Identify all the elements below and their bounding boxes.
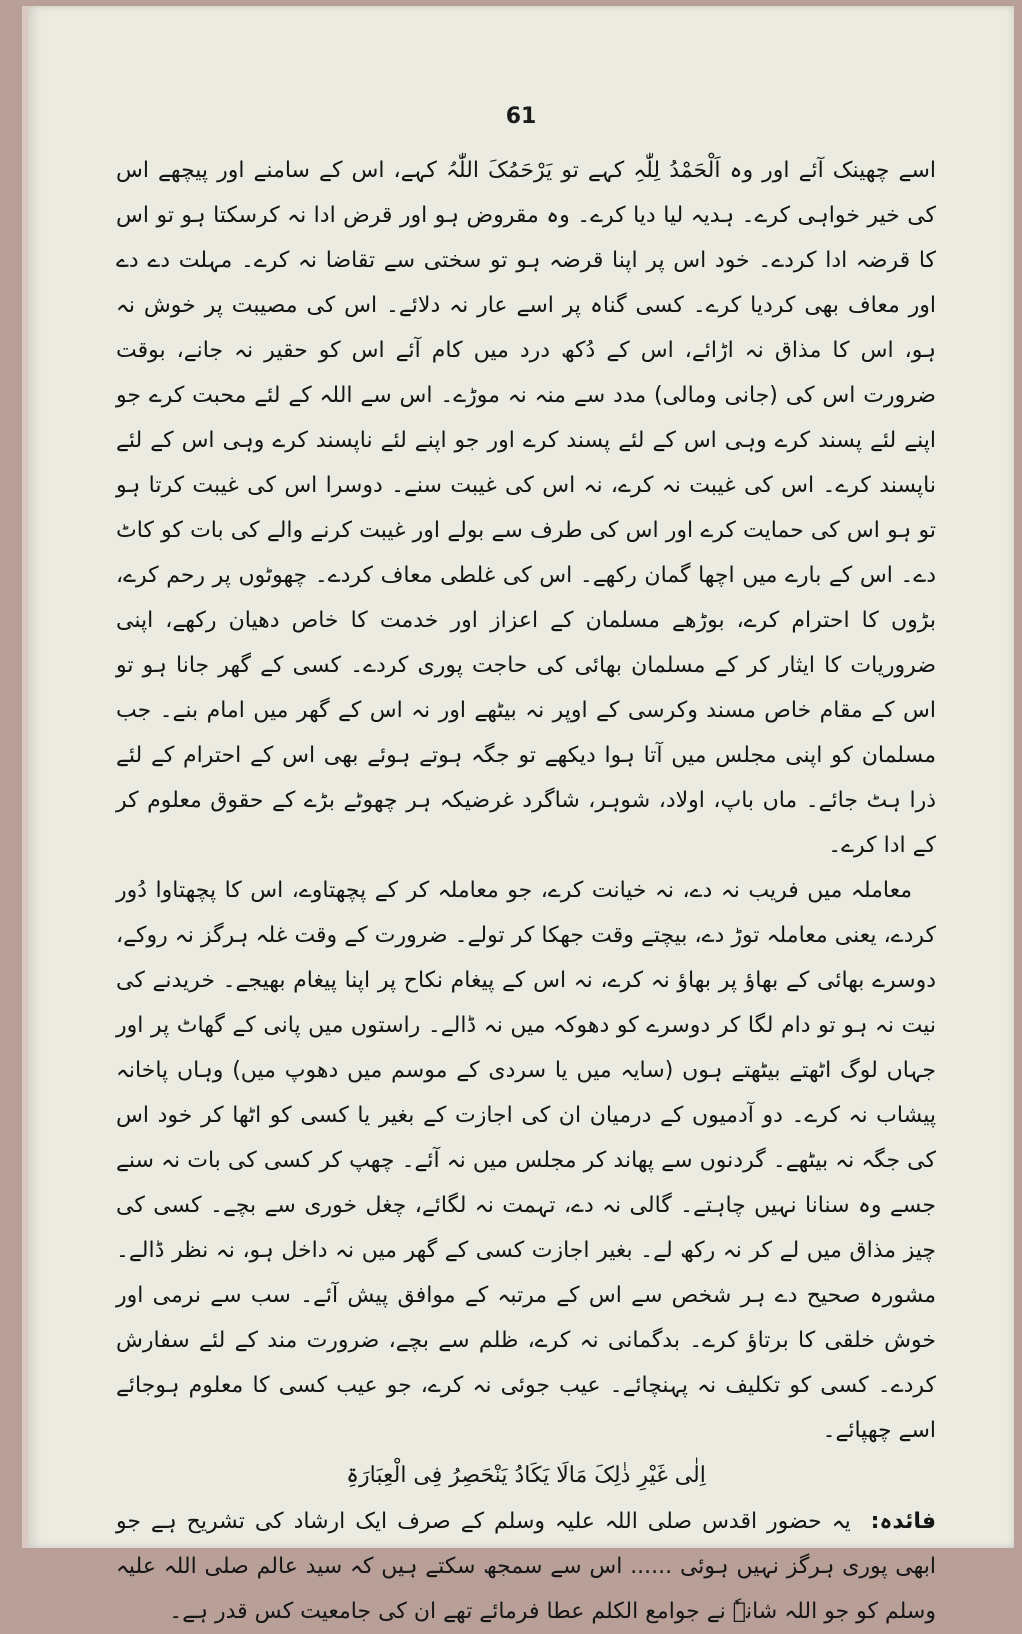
note-paragraph: [116, 1499, 936, 1634]
arabic-closing-line: اِلٰی غَیْرِ ذٰلِکَ مَالَا یَکَادُ یَنْحَصِرُ فِی الْعِبَارَۃِ: [346, 1463, 706, 1488]
note-text-continued: اس سے سمجھ سکتے ہیں کہ سید عالم صلی اللہ علیہ وسلم کو جو اللہ شانہٗ نے جوامع الکلم عطا فرمائے تھے ان کی جامعیت کس قدر ہے۔: [116, 1554, 936, 1624]
paragraph-dealings: معاملہ میں فریب نہ دے، نہ خیانت کرے، جو معاملہ کر کے پچھتاوے، اس کا پچھتاوا دُور کردے، یعنی معاملہ توڑ دے، بیچتے وقت جھکا کر تولے۔ ضرورت کے وقت غلہ ہرگز نہ روکے، دوسرے بھائی کے بھاؤ پر بھاؤ نہ کرے، نہ اس کے پیغام نکاح پر اپنا پیغام بھیجے۔ خریدنے کی نیت نہ ہو تو دام لگا کر دوسرے کو دھوکہ میں نہ ڈالے۔ راستوں میں پانی کے گھاٹ پر اور جہاں لوگ اٹھتے بیٹھتے ہوں (سایہ میں یا سردی کے موسم میں دھوپ میں) وہاں پاخانہ پیشاب نہ کرے۔ دو آدمیوں کے درمیان ان کی اجازت کے بغیر یا کسی کو اٹھا کر خود اس کی جگہ نہ بیٹھے۔ گردنوں سے پھاند کر مجلس میں نہ آئے۔ چھپ کر کسی کی بات نہ سنے جسے وہ سنانا نہیں چاہتے۔ گالی نہ دے، تہمت نہ لگائے، چغل خوری سے بچے۔ کسی کی چیز مذاق میں لے کر نہ رکھ لے۔ بغیر اجازت کسی کے گھر میں نہ داخل ہو، نہ نظر ڈالے۔ مشورہ صحیح دے ہر شخص سے اس کے مرتبہ کے موافق پیش آئے۔ سب سے نرمی اور خوش خلقی کا برتاؤ کرے۔ بدگمانی نہ کرے، ظلم سے بچے، ضرورت مند کے لئے سفارش کردے۔ کسی کو تکلیف نہ پہنچائے۔ عیب جوئی نہ کرے، جو عیب کسی کا معلوم ہوجائے اسے چھپائے۔: [116, 878, 936, 1443]
book-page: [22, 6, 1014, 1624]
note-dots: ......: [630, 1554, 673, 1579]
page-body: [116, 148, 936, 1634]
note-label: فائدہ:: [870, 1509, 936, 1534]
paragraph-rights-of-muslim: اسے چھینک آئے اور وہ اَلْحَمْدُ لِلّٰہِ کہے تو یَرْحَمُکَ اللّٰہُ کہے، اس کے سامنے اور پیچھے اس کی خیر خواہی کرے۔ ہدیہ لیا دیا کرے۔ وہ مقروض ہو اور قرض ادا نہ کرسکتا ہو تو اس کا قرضہ ادا کردے۔ خود اس پر اپنا قرضہ ہو تو سختی سے تقاضا نہ کرے۔ مہلت دے دے اور معاف بھی کردیا کرے۔ کسی گناہ پر اسے عار نہ دلائے۔ اس کی مصیبت پر خوش نہ ہو، اس کا مذاق نہ اڑائے، اس کے دُکھ درد میں کام آئے اس کو حقیر نہ جانے، بوقت ضرورت اس کی (جانی ومالی) مدد سے منہ نہ موڑے۔ اس سے اللہ کے لئے محبت کرے جو اپنے لئے پسند کرے وہی اس کے لئے پسند کرے اور جو اپنے لئے ناپسند کرے وہی اس کے لئے ناپسند کرے۔ اس کی غیبت نہ کرے، نہ اس کی غیبت سنے۔ دوسرا اس کی غیبت کرتا ہو تو ہو اس کی حمایت کرے اور اس کی طرف سے بولے اور غیبت کرنے والے کی بات کو کاٹ دے۔ اس کے بارے میں اچھا گمان رکھے۔ اس کی غلطی معاف کردے۔ چھوٹوں پر رحم کرے، بڑوں کا احترام کرے، بوڑھے مسلمان کے اعزاز اور خدمت کا خاص دھیان رکھے، اپنی ضروریات کا ایثار کر کے مسلمان بھائی کی حاجت پوری کردے۔ کسی کے گھر جانا ہو تو اس کے مقام خاص مسند وکرسی کے اوپر نہ بیٹھے اور نہ اس کے گھر میں امام بنے۔ جب مسلمان کو اپنی مجلس میں آتا ہوا دیکھے تو جگہ ہوتے ہوئے بھی اس کے احترام کے لئے ذرا ہٹ جائے۔ ماں باپ، اولاد، شوہر، شاگرد غرضیکہ ہر چھوٹے بڑے کے حقوق معلوم کر کے ادا کرے۔: [116, 158, 936, 858]
page-number: 61: [505, 104, 537, 129]
note-text: یہ حضور اقدس صلی اللہ علیہ وسلم کے صرف ایک ارشاد کی تشریح ہے جو ابھی پوری ہرگز نہیں ہوئی: [116, 1509, 936, 1579]
